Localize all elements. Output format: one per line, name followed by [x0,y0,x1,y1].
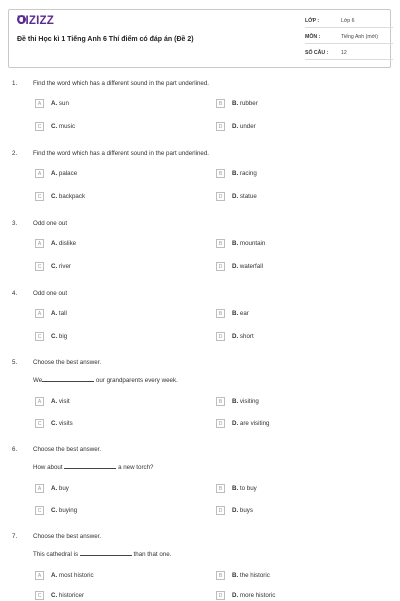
meta-value: Tiếng Anh (mới) [341,34,378,40]
option-label: D. buys [232,507,253,514]
option-letter-prefix: B. [232,485,240,492]
option-label: C. big [51,333,68,340]
option-label: A. sun [51,100,69,107]
option-label: D. statue [232,193,257,200]
option-letter-box: C [35,262,44,271]
option-letter-prefix: C. [51,592,59,599]
option-letter-prefix: A. [51,398,59,405]
option-letter-prefix: A. [51,310,59,317]
meta-row-subject [305,32,393,44]
option-letter-box: C [35,122,44,131]
option-letter-box: D [216,419,225,428]
option-letter-box: C [35,591,44,600]
option-letter-prefix: D. [232,123,240,130]
option-letter-prefix: C. [51,420,59,427]
option-letter-prefix: B. [232,398,240,405]
option-label: B. visiting [232,398,259,405]
sentence-before: We [33,377,43,384]
option-label: D. waterfall [232,263,263,270]
option-letter-box: B [216,571,225,580]
question-sentence [33,376,178,384]
option-letter-box: C [35,506,44,515]
option-letter-box: A [35,309,44,318]
option-label: B. ear [232,310,249,317]
option-label: C. visits [51,420,73,427]
option-label: B. rubber [232,100,258,107]
question-text: Odd one out [33,220,68,227]
option-letter-box: C [35,419,44,428]
meta-value: Lớp 6 [341,18,355,24]
option-letter-box: C [35,332,44,341]
option-letter-box: A [35,99,44,108]
option-letter-prefix: B. [232,170,240,177]
question-sentence [33,550,171,558]
option-letter-prefix: A. [51,485,59,492]
option-letter-box: B [216,169,225,178]
meta-value: 12 [341,50,347,56]
option-letter-prefix: A. [51,170,59,177]
meta-key: SỐ CÂU : [305,50,329,56]
option-label: D. under [232,123,256,130]
option-letter-prefix: C. [51,123,59,130]
option-letter-box: A [35,397,44,406]
option-label: C. backpack [51,193,86,200]
option-letter-prefix: C. [51,507,59,514]
meta-row-class [305,16,393,28]
option-letter-prefix: A. [51,572,59,579]
sentence-after: our grandparents every week. [95,377,178,384]
option-label: A. buy [51,485,69,492]
option-letter-box: A [35,571,44,580]
option-letter-box: B [216,239,225,248]
option-letter-box: B [216,484,225,493]
option-letter-prefix: D. [232,263,240,270]
option-label: A. dislike [51,240,77,247]
option-letter-prefix: B. [232,310,240,317]
question-number: 5. [12,359,18,366]
question-number: 6. [12,446,18,453]
question-number: 3. [12,220,18,227]
option-label: A. tall [51,310,67,317]
question-text: Find the word which has a different sound in the part underlined. [33,80,209,87]
sentence-after: than that one. [133,551,172,558]
quizizz-logo [17,15,54,27]
option-letter-prefix: A. [51,100,59,107]
option-label: A. most historic [51,572,94,579]
answer-blank [64,463,116,469]
option-label: C. music [51,123,76,130]
question-sentence [33,463,154,471]
option-letter-box: B [216,397,225,406]
option-letter-prefix: A. [51,240,59,247]
option-letter-box: D [216,262,225,271]
option-label: C. buying [51,507,78,514]
question-number: 4. [12,290,18,297]
option-letter-prefix: D. [232,193,240,200]
option-letter-prefix: D. [232,333,240,340]
sentence-after: a new torch? [118,464,154,471]
question-text: Choose the best answer. [33,533,102,540]
question-text: Find the word which has a different sound in the part underlined. [33,150,209,157]
option-letter-prefix: C. [51,263,59,270]
option-letter-prefix: D. [232,420,240,427]
option-label: D. are visiting [232,420,270,427]
option-label: C. river [51,263,71,270]
option-letter-prefix: C. [51,333,59,340]
sentence-before: How about [33,464,63,471]
meta-key: LỚP : [305,18,320,24]
question-number: 7. [12,533,18,540]
option-letter-box: A [35,484,44,493]
option-letter-box: D [216,591,225,600]
option-letter-prefix: B. [232,572,240,579]
option-letter-box: D [216,122,225,131]
option-letter-box: D [216,192,225,201]
option-letter-prefix: B. [232,100,240,107]
worksheet-meta [305,16,393,64]
question-text: Choose the best answer. [33,446,102,453]
option-label: B. to buy [232,485,257,492]
question-number: 2. [12,150,18,157]
sentence-before: This cathedral is [33,551,79,558]
option-letter-prefix: D. [232,592,240,599]
option-label: A. palace [51,170,78,177]
option-label: C. historicer [51,592,85,599]
logo-q-icon [17,15,26,24]
option-letter-prefix: B. [232,240,240,247]
option-letter-box: B [216,309,225,318]
option-label: D. short [232,333,254,340]
meta-key: MÔN : [305,34,321,40]
answer-blank [80,550,132,556]
option-label: A. visit [51,398,70,405]
option-label: D. more historic [232,592,276,599]
worksheet-title: Đề thi Học kì 1 Tiếng Anh 6 Thí điểm có đáp án (Đề 2) [17,36,194,43]
option-letter-prefix: D. [232,507,240,514]
question-text: Odd one out [33,290,68,297]
question-number: 1. [12,80,18,87]
logo-text: UIZIZZ [17,15,54,27]
option-letter-box: A [35,239,44,248]
option-letter-box: D [216,332,225,341]
option-label: B. racing [232,170,257,177]
option-label: B. the historic [232,572,270,579]
option-letter-box: B [216,99,225,108]
option-letter-box: D [216,506,225,515]
option-letter-prefix: C. [51,193,59,200]
question-text: Choose the best answer. [33,359,102,366]
worksheet-header [8,9,391,68]
option-letter-box: A [35,169,44,178]
option-letter-box: C [35,192,44,201]
option-label: B. mountain [232,240,266,247]
meta-row-count [305,48,393,60]
answer-blank [42,376,94,382]
